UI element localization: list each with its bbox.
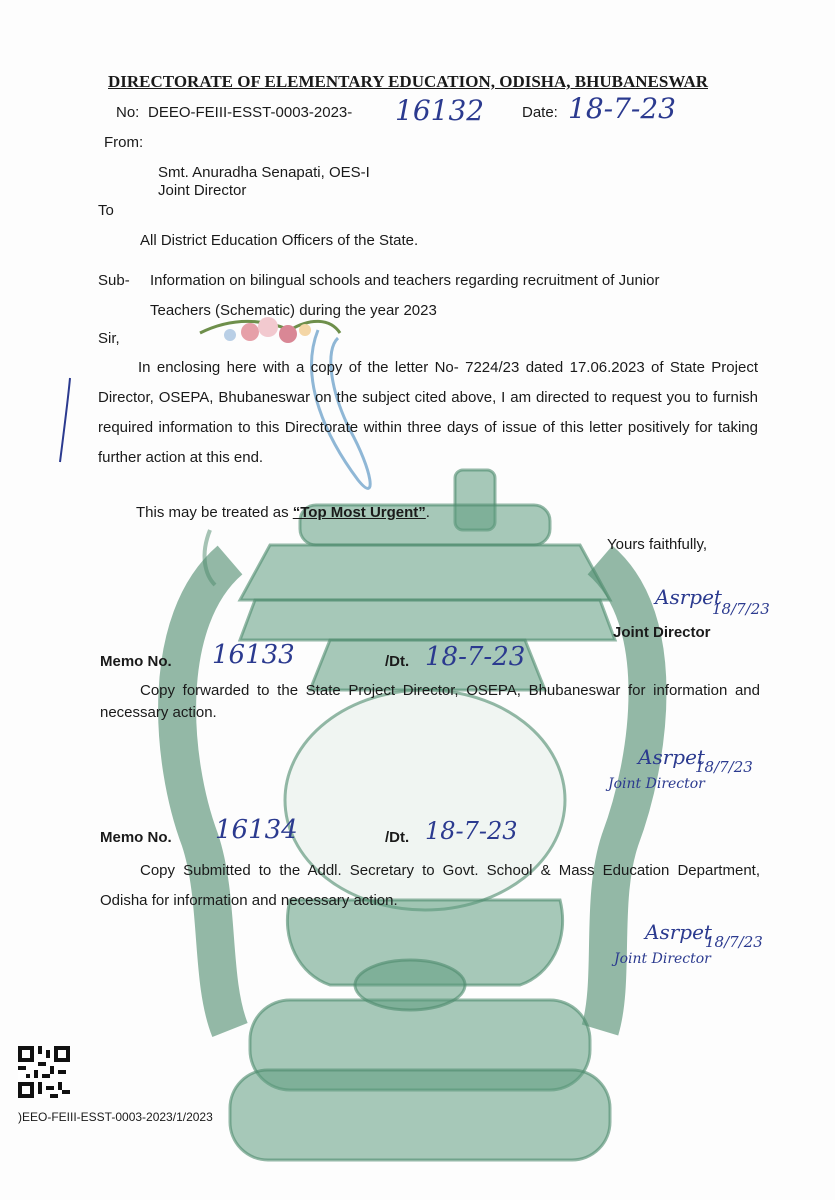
urgency-line [136,504,430,521]
letter-number-label: No: [116,104,140,121]
qr-code-icon [18,1046,70,1098]
letter-number-handwritten: 16132 [395,94,485,127]
closing: Yours faithfully, [607,536,708,553]
signature-date-handwritten: 18/7/23 [712,600,770,618]
memo-1-date-label: /Dt. [385,653,410,670]
memo-2-date-handwritten: 18-7-23 [425,817,518,845]
sender-designation: Joint Director [158,182,247,199]
footer-reference: )EEO-FEIII-ESST-0003-2023/1/2023 [18,1110,213,1124]
signatory-designation: Joint Director [613,624,711,641]
memo-2-date-label: /Dt. [385,829,410,846]
recipient: All District Education Officers of the State. [140,232,419,249]
memo-2-signature-date-handwritten: 18/7/23 [705,933,763,951]
memo-1-date-handwritten: 18-7-23 [425,642,526,672]
letter-number: DEEO-FEIII-ESST-0003-2023- [148,104,353,121]
subject-label: Sub- [98,272,130,289]
memo-1-signature-handwritten: Asrpet [638,745,705,769]
margin-mark [60,378,70,462]
memo-1-text: Copy forwarded to the State Project Director, OSEPA, Bhubaneswar for information and necessary action. [100,682,760,721]
from-label: From: [104,134,144,151]
office-heading: DIRECTORATE OF ELEMENTARY EDUCATION, ODISHA, BHUBANESWAR [108,72,708,91]
urgency-prefix: This may be treated as [136,504,293,521]
urgency-suffix: . [425,504,430,521]
memo-2-label: Memo No. [100,829,172,846]
subject-line-2: Teachers (Schematic) during the year 2023 [150,302,437,319]
signature-handwritten: Asrpet [655,585,722,609]
memo-2-number-handwritten: 16134 [215,815,298,845]
memo-1-number-handwritten: 16133 [212,640,295,670]
flower-sticker-icon [200,317,340,343]
memo-2-hand-designation: Joint Director [614,951,711,967]
salutation: Sir, [98,330,120,347]
date-handwritten: 18-7-23 [568,92,676,125]
urgency-text: “Top Most Urgent” [292,504,426,521]
date-label: Date: [522,104,558,121]
memo-1-signature-date-handwritten: 18/7/23 [695,758,753,776]
to-label: To [98,202,114,219]
memo-2-signature-handwritten: Asrpet [645,920,712,944]
body-paragraph: In enclosing here with a copy of the letter No- 7224/23 dated 17.06.2023 of State Project Director, OSEPA, Bhubaneswar on the subject cited above, I am directed to request you to furnish required information to this Directorate within three days of issue of this letter positively for taking further action at this end. [98,359,758,466]
sender-name: Smt. Anuradha Senapati, OES-I [158,164,370,181]
memo-2-text: Copy Submitted to the Addl. Secretary to Govt. School & Mass Education Department, Odisha for information and necessary action. [100,862,760,909]
memo-1-hand-designation: Joint Director [608,776,705,792]
memo-1-label: Memo No. [100,653,172,670]
subject-line-1: Information on bilingual schools and teachers regarding recruitment of Junior [150,272,660,289]
